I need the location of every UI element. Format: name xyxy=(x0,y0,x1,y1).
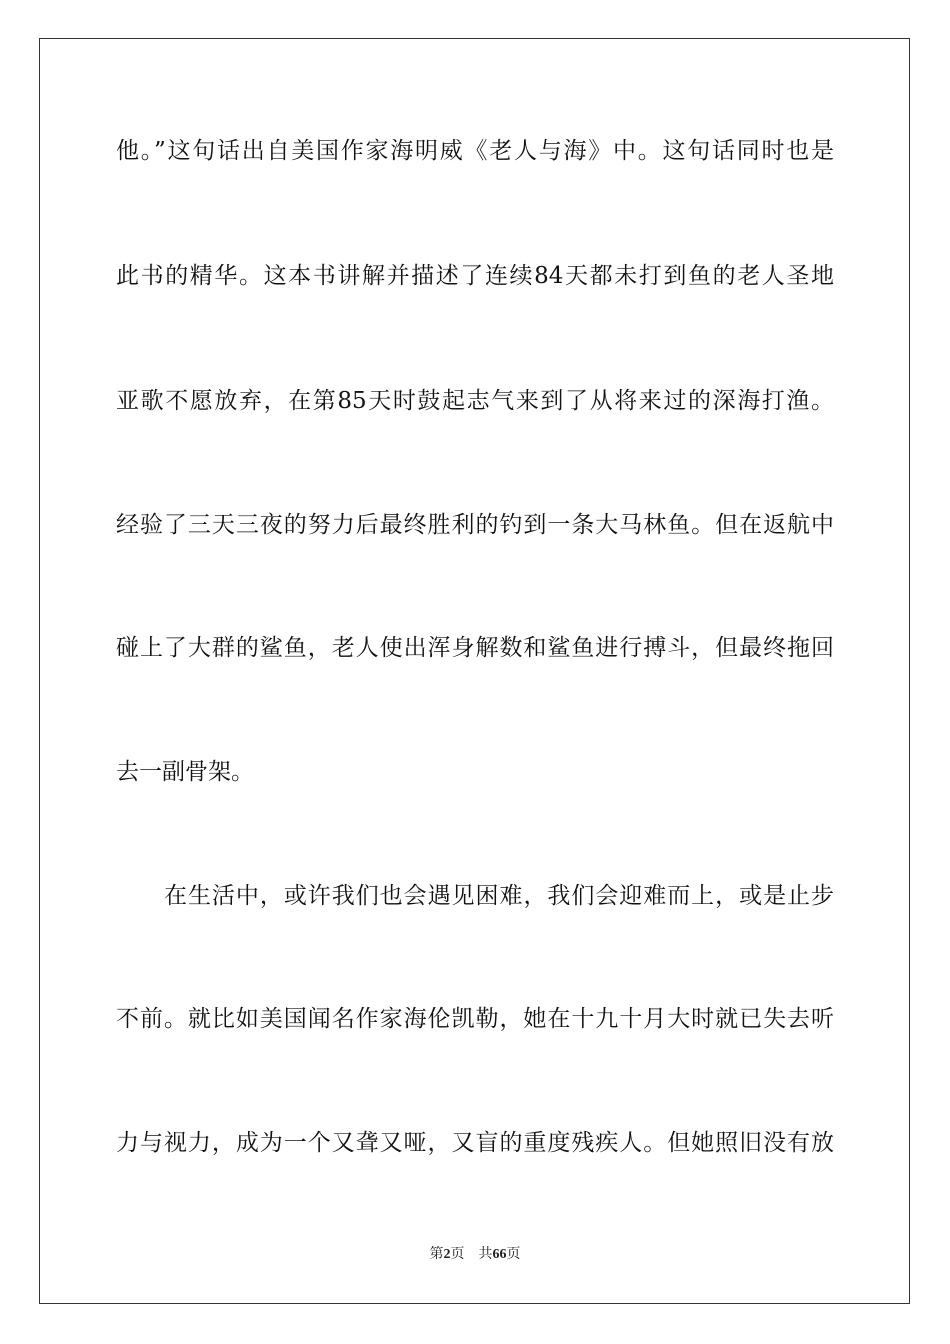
total-prefix: 共 xyxy=(478,1246,493,1262)
page-footer xyxy=(0,1245,950,1264)
paragraph-line-6: 去一副骨架。 xyxy=(116,759,254,785)
page-suffix: 页 xyxy=(450,1246,465,1262)
paragraph-line-5: 碰上了大群的鲨鱼，老人使出浑身解数和鲨鱼进行搏斗，但最终拖回 xyxy=(116,635,834,661)
page-prefix: 第 xyxy=(429,1246,444,1262)
paragraph-line-2: 此书的精华。这本书讲解并描述了连续84天都未打到鱼的老人圣地 xyxy=(116,263,834,289)
paragraph-line-9: 力与视力，成为一个又聋又哑，又盲的重度残疾人。但她照旧没有放 xyxy=(116,1130,834,1156)
paragraph-line-7: 在生活中，或许我们也会遇见困难，我们会迎难而上，或是止步 xyxy=(164,883,834,909)
page-border xyxy=(39,38,910,1304)
paragraph-line-4: 经验了三天三夜的努力后最终胜利的钓到一条大马林鱼。但在返航中 xyxy=(116,512,834,538)
paragraph-line-1: 他。”这句话出自美国作家海明威《老人与海》中。这句话同时也是 xyxy=(116,138,834,164)
paragraph-line-8: 不前。就比如美国闻名作家海伦凯勒，她在十九十月大时就已失去听 xyxy=(116,1006,834,1032)
paragraph-line-3: 亚歌不愿放弃，在第85天时鼓起志气来到了从将来过的深海打渔。 xyxy=(116,388,834,414)
total-suffix: 页 xyxy=(506,1246,521,1262)
page-number: 2 xyxy=(443,1247,451,1262)
total-pages: 66 xyxy=(492,1247,507,1262)
